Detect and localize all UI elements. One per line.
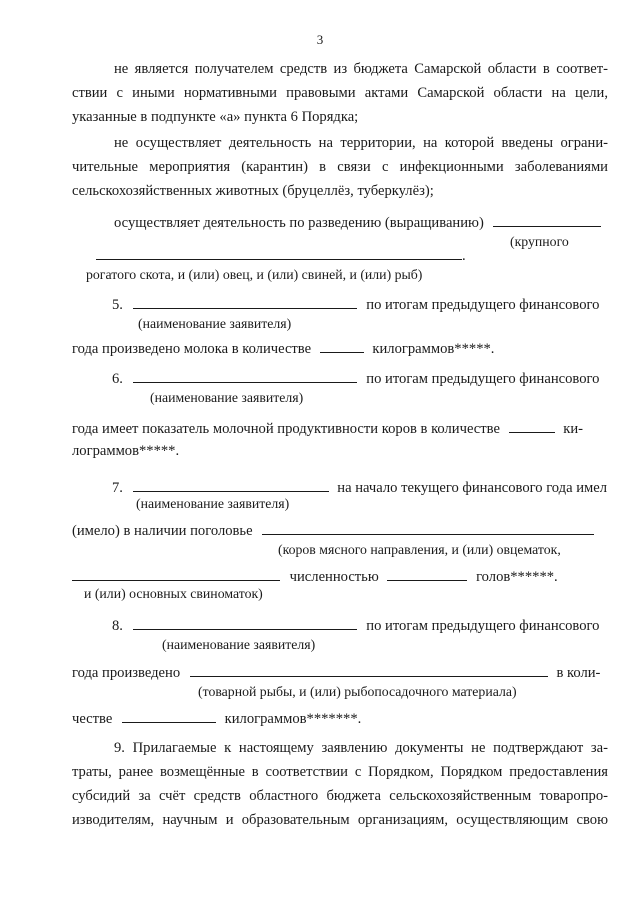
item9-line-4: изводителям, научным и образовательным организациям, осуществляющим свою (72, 812, 608, 828)
item8-quantity-blank[interactable] (122, 710, 216, 723)
item7-count-label: численностью (289, 569, 379, 585)
breeding-line (114, 214, 601, 232)
item5-quantity-blank[interactable] (320, 340, 364, 353)
item8-line-3 (72, 710, 361, 728)
item5-text: года произведено молока в количестве (72, 341, 312, 357)
item6-unit: ки- (563, 421, 584, 437)
item6-text: года имеет показатель молочной продуктивности коров в количестве (72, 421, 500, 437)
item6-number: 6. (112, 371, 123, 387)
item5-line-2 (72, 340, 494, 358)
item7-hint-3: и (или) основных свиноматок) (84, 586, 263, 601)
budget-line-3: указанные в подпункте «а» пункта 6 Порядка; (72, 109, 359, 125)
item5-line-1 (112, 296, 599, 314)
item8-line-2 (72, 664, 600, 682)
breeding-blank-line-2 (96, 247, 466, 265)
item7-livestock-blank[interactable] (262, 522, 594, 535)
item7-line-3 (72, 568, 558, 586)
item7-hint-2: (коров мясного направления, и (или) овцематок, (278, 542, 561, 557)
item8-product-blank[interactable] (190, 664, 548, 677)
budget-line-1: не является получателем средств из бюджета Самарской области в соответ- (114, 61, 608, 77)
item8-applicant-blank[interactable] (133, 617, 357, 630)
item7-number: 7. (112, 480, 123, 496)
budget-line-2: ствии с иными нормативными правовыми актами Самарской области на цели, (72, 85, 608, 101)
item8-hint: (наименование заявителя) (162, 637, 316, 652)
item5-tail: по итогам предыдущего финансового (366, 297, 600, 313)
breeding-dot: . (462, 248, 466, 264)
item7-livestock-blank-2[interactable] (72, 568, 280, 581)
breeding-label: осуществляет деятельность по разведению (выращиванию) (114, 215, 484, 231)
item6-applicant-blank[interactable] (133, 370, 357, 383)
item5-applicant-blank[interactable] (133, 296, 357, 309)
item8-tail: по итогам предыдущего финансового (366, 618, 600, 634)
item7-tail: на начало текущего финансового года имел (337, 480, 608, 496)
quarantine-line-2: чительные мероприятия (карантин) в связи с инфекционными заболеваниями (72, 159, 608, 175)
item8-text-end: в коли- (556, 665, 601, 681)
item5-hint: (наименование заявителя) (138, 316, 292, 331)
item9-line-3: субсидий за счёт средств областного бюджета сельскохозяйственным товаропро- (72, 788, 608, 804)
item7-count-blank[interactable] (387, 568, 467, 581)
item8-number: 8. (112, 618, 123, 634)
item6-quantity-blank[interactable] (509, 420, 555, 433)
item7-hint: (наименование заявителя) (136, 496, 290, 511)
item9-line-2: траты, ранее возмещённые в соответствии с Порядком, Порядком предоставления (72, 764, 608, 780)
item6-line-1 (112, 370, 599, 388)
item7-text: (имело) в наличии поголовье (72, 523, 253, 539)
quarantine-line-3: сельскохозяйственных животных (бруцеллёз, туберкулёз); (72, 183, 434, 199)
breeding-blank[interactable] (493, 214, 601, 227)
breeding-hint-1: (крупного (510, 234, 569, 249)
item6-line-3: лограммов*****. (72, 443, 180, 459)
item6-line-2 (72, 420, 583, 438)
breeding-hint-2: рогатого скота, и (или) овец, и (или) свиней, и (или) рыб) (86, 267, 423, 282)
item9-line-1: 9. Прилагаемые к настоящему заявлению документы не подтверждают за- (114, 740, 608, 756)
breeding-blank-2[interactable] (96, 247, 462, 260)
item7-applicant-blank[interactable] (133, 479, 329, 492)
item8-text-3: честве (72, 711, 113, 727)
quarantine-line-1: не осуществляет деятельность на территории, на которой введены ограни- (114, 135, 608, 151)
item7-unit: голов******. (476, 569, 558, 585)
item5-number: 5. (112, 297, 123, 313)
item5-unit: килограммов*****. (372, 341, 495, 357)
item8-unit: килограммов*******. (224, 711, 362, 727)
item8-line-1 (112, 617, 599, 635)
item6-tail: по итогам предыдущего финансового (366, 371, 600, 387)
item8-text: года произведено (72, 665, 181, 681)
item8-hint-2: (товарной рыбы, и (или) рыбопосадочного материала) (198, 684, 517, 699)
item7-line-2 (72, 522, 594, 540)
page-number: 3 (316, 32, 324, 47)
item6-hint: (наименование заявителя) (150, 390, 304, 405)
